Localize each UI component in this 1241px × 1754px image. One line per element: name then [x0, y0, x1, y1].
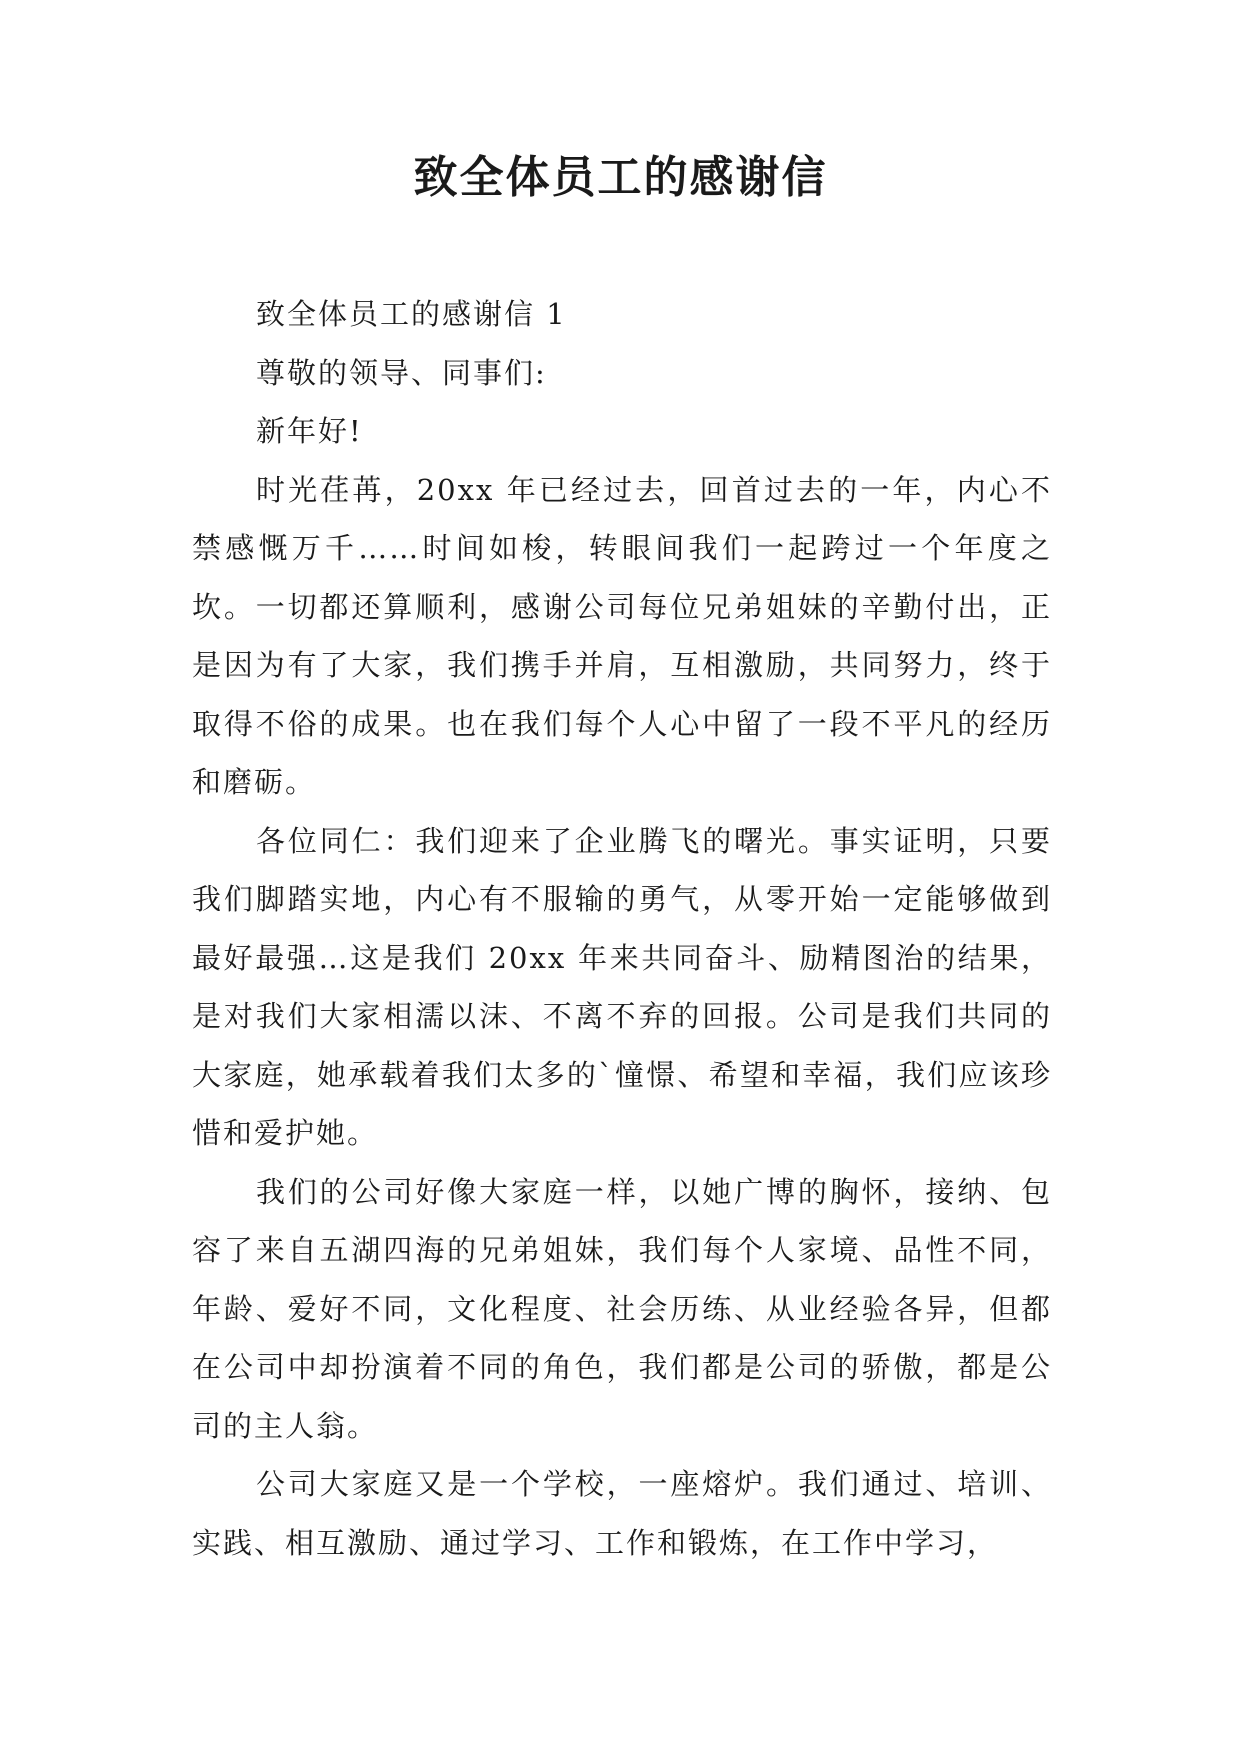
- document-body: [192, 285, 1052, 1572]
- paragraph: 我们的公司好像大家庭一样，以她广博的胸怀，接纳、包容了来自五湖四海的兄弟姐妹，我们每个人家境、品性不同，年龄、爱好不同，文化程度、社会历练、从业经验各异，但都在公司中却扮演着不同的角色，我们都是公司的骄傲，都是公司的主人翁。: [192, 1174, 1052, 1443]
- paragraph: 公司大家庭又是一个学校，一座熔炉。我们通过、培训、实践、相互激励、通过学习、工作和锻炼，在工作中学习，: [192, 1467, 1052, 1560]
- letter-salutation: 尊敬的领导、同事们:: [256, 355, 547, 390]
- document-title: 致全体员工的感谢信: [413, 152, 828, 203]
- paragraph: 时光荏苒，20xx 年已经过去，回首过去的一年，内心不禁感慨万千……时间如梭，转眼间我们一起跨过一个年度之坎。一切都还算顺利，感谢公司每位兄弟姐妹的辛勤付出，正是因为有了大家，我们携手并肩，互相激励，共同努力，终于取得不俗的成果。也在我们每个人心中留了一段不平凡的经历和磨砺。: [192, 472, 1052, 799]
- paragraph: 各位同仁：我们迎来了企业腾飞的曙光。事实证明，只要我们脚踏实地，内心有不服输的勇气，从零开始一定能够做到最好最强…这是我们 20xx 年来共同奋斗、励精图治的结果，是对我们大家相濡以沫、不离不弃的回报。公司是我们共同的大家庭，她承载着我们太多的`憧憬、希望和幸福，我们应该珍惜和爱护她。: [192, 823, 1052, 1150]
- letter-greeting: 新年好!: [256, 414, 363, 448]
- letter-subtitle: 致全体员工的感谢信 1: [256, 297, 567, 331]
